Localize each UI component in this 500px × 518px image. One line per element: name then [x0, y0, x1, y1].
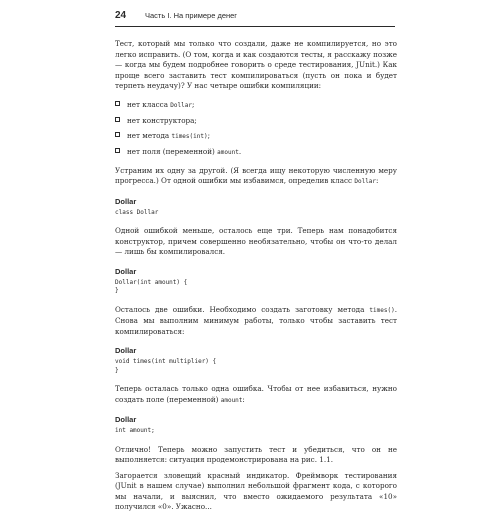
code-listing: class Dollar [115, 208, 159, 216]
code-listing-title: Dollar [115, 266, 137, 276]
paragraph-run-test: Отлично! Теперь можно запустить тест и убедиться, что он не выполняется: ситуация продемонстрирована на рис. 1.1. [115, 444, 397, 464]
code-listing: void times(int multiplier) { } [115, 358, 217, 374]
paragraph-constructor: Одной ошибкой меньше, осталось еще три. Теперь нам понадобится конструктор, причем совершенно необязательно, чтобы он что-то делал — лишь бы компилировался. [115, 226, 397, 256]
checkbox-bullet-icon [115, 148, 120, 153]
paragraph-fix-one: Устраним их одну за другой. (Я всегда ищу некоторую численную меру прогресса.) От одной ошибки мы избавимся, определив класс Dollar: [115, 165, 397, 185]
chapter-title: Часть I. На примере денег [145, 11, 238, 20]
paragraph-amount-field: Теперь осталась только одна ошибка. Чтобы от нее избавиться, нужно создать поле (переменной) amount: [115, 384, 397, 404]
compile-errors-list [115, 97, 397, 160]
list-item: нет конструктора; [115, 113, 397, 128]
code-listing-title: Dollar [115, 346, 137, 355]
running-header [115, 10, 395, 27]
list-item: нет поля (переменной) amount. [115, 144, 397, 160]
code-listing-title: Dollar [115, 196, 137, 206]
code-listing: Dollar(int amount) { } [115, 278, 188, 294]
code-listing: int amount; [115, 427, 155, 434]
checkbox-bullet-icon [115, 132, 120, 137]
list-item: нет класса Dollar; [115, 97, 397, 113]
checkbox-bullet-icon [115, 101, 120, 106]
checkbox-bullet-icon [115, 117, 120, 122]
page-body [115, 39, 397, 518]
code-listing-title: Dollar [115, 415, 137, 424]
list-item: нет метода times(int); [115, 128, 397, 144]
paragraph-red-bar: Загорается зловещий красный индикатор. Фреймворк тестирования (JUnit в нашем случае) выполнил небольшой фрагмент кода, с которого мы начали, и выяснил, что вместо ожидаемого результата «10» получился «0». Ужасно... [115, 470, 397, 511]
page-number: 24 [115, 10, 127, 21]
paragraph-intro: Тест, который мы только что создали, даже не компилируется, но это легко исправить. (О том, когда и как создаются тесты, я расскажу позже — когда мы будем подробнее говорить о среде тестирования, JUnit.) Как проще всего заставить тест компилироваться (пусть он пока и будет терпеть неудачу)? У нас четыре ошибки компиляции: [115, 39, 397, 90]
paragraph-times-method: Осталось две ошибки. Необходимо создать заготовку метода times(). Снова мы выполним минимум работы, только чтобы заставить тест компилироваться: [115, 304, 397, 336]
